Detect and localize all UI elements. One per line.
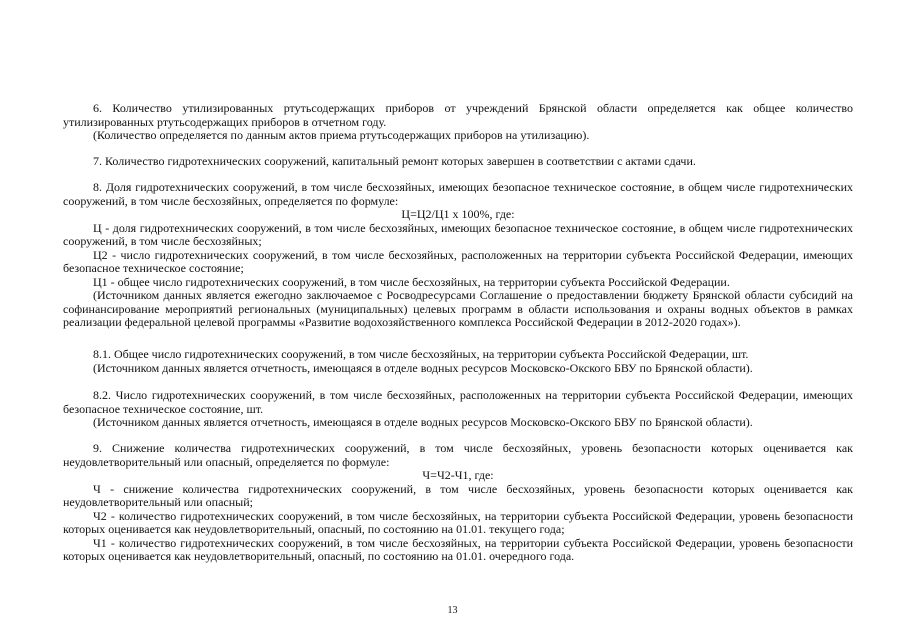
paragraph-6: 6. Количество утилизированных ртутьсодержащих приборов от учреждений Брянской области определяется как общее количество утилизированных ртутьсодержащих приборов в отчетном году.: [63, 101, 853, 129]
section-8-1: [63, 348, 853, 375]
formula-8: Ц=Ц2/Ц1 х 100%, где:: [401, 207, 515, 221]
definition-c2: Ц2 - число гидротехнических сооружений, в том числе бесхозяйных, расположенных на территории субъекта Российской Федерации, имеющих безопасное техническое состояние;: [63, 247, 853, 275]
section-8: [63, 181, 853, 330]
paragraph-8-1-source: (Источником данных является отчетность, имеющаяся в отделе водных ресурсов Московско-Окского БВУ по Брянской области).: [93, 360, 753, 375]
definition-c1: Ц1 - общее число гидротехнических сооружений, в том числе бесхозяйных, на территории субъекта Российской Федерации.: [93, 274, 730, 289]
paragraph-8: 8. Доля гидротехнических сооружений, в том числе бесхозяйных, имеющих безопасное техническое состояние, в общем числе гидротехнических сооружений, в том числе бесхозяйных, определяется по формуле:: [63, 180, 853, 208]
paragraph-8-2-source: (Источником данных является отчетность, имеющаяся в отделе водных ресурсов Московско-Окского БВУ по Брянской области).: [93, 415, 753, 429]
definition-c: Ц - доля гидротехнических сооружений, в том числе бесхозяйных, имеющих безопасное техническое состояние, в общем числе гидротехнических сооружений, в том числе бесхозяйных;: [63, 220, 853, 248]
definition-ch1: Ч1 - количество гидротехнических сооружений, в том числе бесхозяйных, на территории субъекта Российской Федерации, уровень безопасности которых оценивается как неудовлетворительный, опасный, по состоянию на 01.01. очередного года.: [63, 535, 853, 563]
definition-ch2: Ч2 - количество гидротехнических сооружений, в том числе бесхозяйных, на территории субъекта Российской Федерации, уровень безопасности которых оценивается как неудовлетворительный, опасный, по состоянию на 01.01. текущего года;: [63, 508, 853, 536]
section-6: [63, 102, 853, 143]
paragraph-6-source: (Количество определяется по данным актов приема ртутьсодержащих приборов на утилизацию).: [93, 128, 590, 142]
formula-9: Ч=Ч2-Ч1, где:: [422, 468, 494, 482]
page-number: 13: [447, 605, 458, 616]
paragraph-7: 7. Количество гидротехнических сооружений, капитальный ремонт которых завершен в соответствии с актами сдачи.: [93, 154, 696, 168]
paragraph-8-2: 8.2. Число гидротехнических сооружений, в том числе бесхозяйных, расположенных на территории субъекта Российской Федерации, имеющих безопасное техническое состояние, шт.: [63, 388, 853, 416]
definition-ch: Ч - снижение количества гидротехнических сооружений, в том числе бесхозяйных, уровень безопасности которых оценивается как неудовлетворительный или опасный;: [63, 481, 853, 509]
paragraph-8-source: (Источником данных является ежегодно заключаемое с Росводресурсами Соглашение о предоставлении бюджету Брянской области субсидий на софинансирование мероприятий региональных (муниципальных) целевых программ в области использования и охраны водных объектов в рамках реализации федеральной целевой программы «Развитие водохозяйственного комплекса Российской Федерации в 2012-2020 годах»).: [63, 288, 853, 329]
section-9: [63, 442, 853, 564]
paragraph-8-1: 8.1. Общее число гидротехнических сооружений, в том числе бесхозяйных, на территории субъекта Российской Федерации, шт.: [93, 347, 749, 361]
paragraph-9: 9. Снижение количества гидротехнических сооружений, в том числе бесхозяйных, уровень безопасности которых оценивается как неудовлетворительный или опасный, определяется по формуле:: [63, 441, 853, 469]
section-8-2: [63, 389, 853, 430]
section-7: [63, 155, 853, 169]
